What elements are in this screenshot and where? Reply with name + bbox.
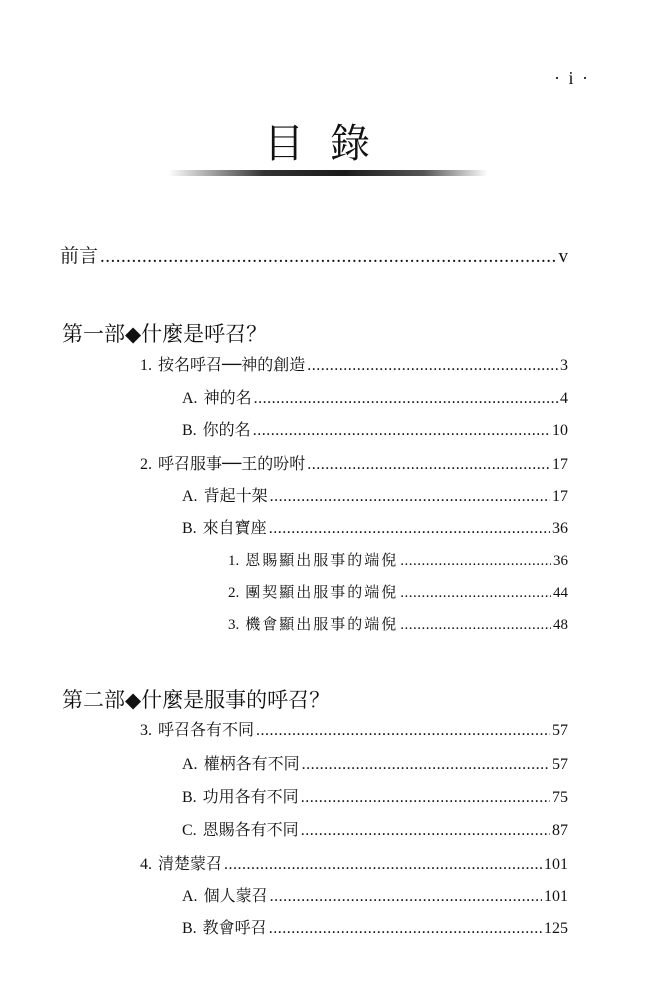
toc-entry-label: 呼召各有不同	[158, 720, 255, 739]
toc-entry[interactable]	[140, 856, 568, 873]
toc-entry-label: 你的名	[202, 420, 251, 439]
toc-leader-dots	[254, 391, 558, 407]
toc-leader-dots	[269, 521, 550, 537]
toc-leader-dots	[224, 857, 542, 873]
toc-entry-label: 背起十架	[203, 486, 268, 505]
toc-entry-number: B.	[182, 920, 197, 937]
toc-leader-dots	[307, 457, 550, 473]
part-heading-2: 第二部◆什麼是服事的呼召？	[62, 688, 331, 712]
toc-entry-page: v	[558, 246, 568, 267]
toc-entry-label: 恩賜各有不同	[202, 820, 299, 839]
page-number: · i ·	[554, 68, 590, 88]
toc-entry-number: C.	[182, 822, 197, 839]
toc-entry-number: 3.	[228, 617, 240, 633]
toc-entry-number: B.	[182, 422, 197, 439]
toc-entry-page: 101	[544, 888, 568, 905]
toc-leader-dots	[256, 723, 550, 739]
toc-leader-dots	[100, 247, 556, 266]
toc-entry[interactable]	[182, 920, 568, 937]
toc-entry[interactable]	[140, 456, 568, 473]
toc-entry-page: 87	[552, 822, 568, 839]
toc-entry-page: 36	[553, 553, 568, 569]
toc-leader-dots	[301, 790, 550, 806]
toc-entry-page: 17	[552, 488, 568, 505]
toc-leader-dots	[400, 586, 551, 601]
toc-entry-page: 57	[552, 722, 568, 739]
toc-entry[interactable]	[182, 520, 568, 537]
toc-entry-label: 恩賜顯出服事的端倪	[245, 551, 399, 569]
toc-entry[interactable]	[182, 789, 568, 806]
toc-entry-page: 44	[553, 585, 568, 601]
toc-entry-number: 1.	[228, 553, 240, 569]
toc-entry-number: 2.	[228, 585, 240, 601]
toc-entry-page: 125	[544, 920, 568, 937]
toc-leader-dots	[270, 889, 542, 905]
toc-entry-number: A.	[182, 390, 198, 407]
toc-entry[interactable]	[182, 390, 568, 407]
toc-entry-preface[interactable]	[60, 247, 568, 266]
toc-entry-label: 來自寶座	[202, 518, 267, 537]
toc-entry-page: 3	[560, 357, 568, 374]
toc-leader-dots	[400, 554, 551, 569]
toc-entry-number: 4.	[140, 856, 152, 873]
toc-entry[interactable]	[182, 822, 568, 839]
toc-entry-label: 按名呼召──神的創造	[158, 355, 306, 374]
toc-leader-dots	[269, 921, 542, 937]
toc-leader-dots	[400, 618, 551, 633]
toc-entry-number: B.	[182, 520, 197, 537]
toc-entry[interactable]	[182, 422, 568, 439]
toc-entry-page: 75	[552, 789, 568, 806]
toc-entry[interactable]	[228, 585, 568, 601]
toc-entry-page: 17	[552, 456, 568, 473]
toc-entry-label: 團契顯出服事的端倪	[245, 583, 399, 601]
toc-entry-number: 1.	[140, 357, 152, 374]
title-underline	[168, 170, 488, 176]
toc-entry-number: 2.	[140, 456, 152, 473]
toc-entry-label: 呼召服事──王的吩咐	[158, 454, 306, 473]
toc-entry-label: 功用各有不同	[202, 787, 299, 806]
toc-entry[interactable]	[182, 488, 568, 505]
part-heading-1: 第一部◆什麼是呼召？	[62, 322, 268, 346]
toc-leader-dots	[253, 423, 550, 439]
toc-entry[interactable]	[140, 722, 568, 739]
page-title: 目錄	[264, 121, 396, 167]
toc-entry[interactable]	[182, 756, 568, 773]
toc-entry-label: 個人蒙召	[203, 886, 268, 905]
toc-entry[interactable]	[182, 888, 568, 905]
toc-entry[interactable]	[228, 553, 568, 569]
toc-entry-page: 101	[544, 856, 568, 873]
toc-leader-dots	[301, 823, 550, 839]
toc-entry-page: 57	[552, 756, 568, 773]
toc-entry-label: 教會呼召	[202, 918, 267, 937]
toc-entry-label: 清楚蒙召	[158, 854, 223, 873]
toc-entry-label: 權柄各有不同	[203, 754, 300, 773]
toc-entry-label: 神的名	[203, 388, 252, 407]
toc-leader-dots	[270, 489, 550, 505]
toc-entry-page: 4	[560, 390, 568, 407]
toc-leader-dots	[302, 757, 550, 773]
toc-entry-label: 機會顯出服事的端倪	[245, 615, 399, 633]
toc-entry[interactable]	[140, 357, 568, 374]
toc-entry-number: B.	[182, 789, 197, 806]
toc-entry-number: A.	[182, 756, 198, 773]
toc-entry-number: A.	[182, 488, 198, 505]
toc-entry-page: 10	[552, 422, 568, 439]
toc-entry-number: 3.	[140, 722, 152, 739]
toc-entry[interactable]	[228, 617, 568, 633]
toc-entry-label: 前言	[60, 245, 99, 267]
toc-leader-dots	[307, 358, 558, 374]
toc-entry-page: 36	[552, 520, 568, 537]
toc-entry-page: 48	[553, 617, 568, 633]
toc-entry-number: A.	[182, 888, 198, 905]
